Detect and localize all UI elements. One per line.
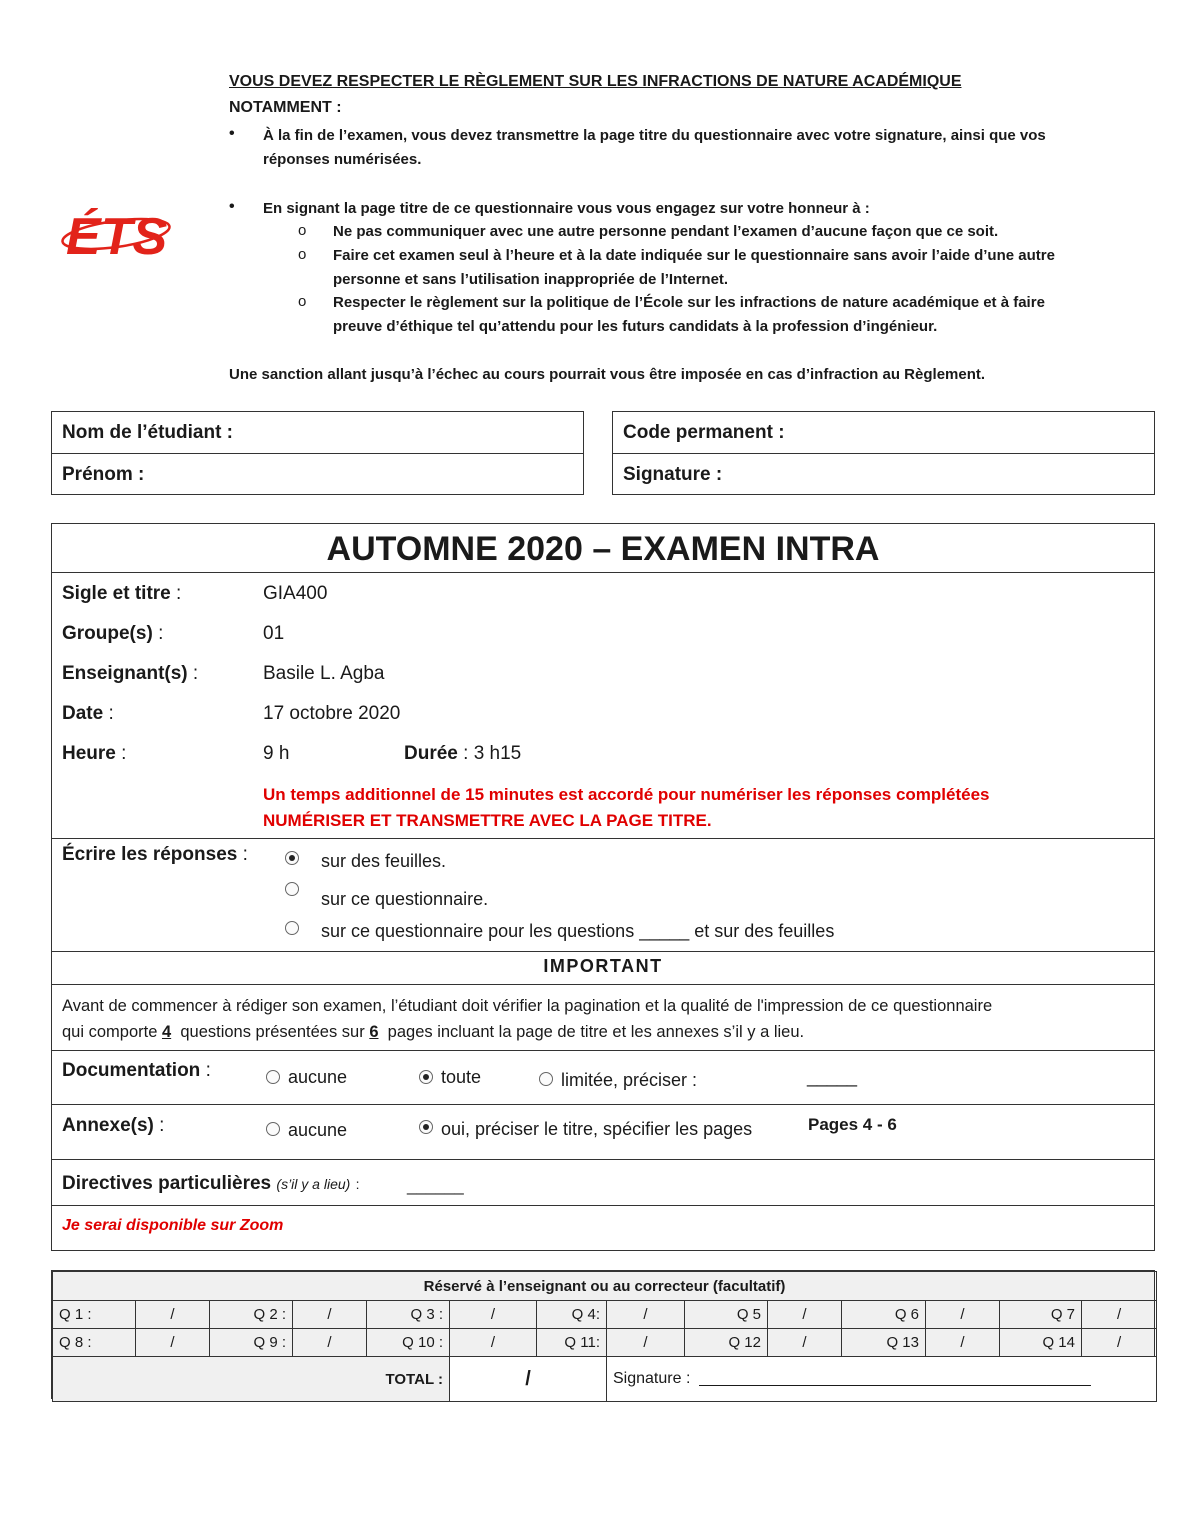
ets-logo	[60, 198, 178, 268]
student-firstname-field[interactable]: Prénom :	[52, 453, 583, 494]
q-label: Q 7	[1000, 1301, 1082, 1329]
rule-bullet-2: En signant la page titre de ce questionnaire vous vous engagez sur votre honneur à :	[263, 200, 870, 217]
q-score[interactable]: /	[293, 1301, 367, 1329]
heure-value: 9 h	[263, 743, 290, 764]
q-label: Q 5	[685, 1301, 768, 1329]
sigle-label: Sigle et titre :	[62, 583, 182, 604]
radio-annexe-oui[interactable]	[419, 1120, 433, 1134]
annexe-label: Annexe(s) :	[62, 1115, 165, 1136]
logo-text: ÉTS	[66, 208, 168, 266]
option-doc-limitee: limitée, préciser :	[561, 1070, 698, 1090]
q-score[interactable]: /	[1082, 1301, 1157, 1329]
date-value: 17 octobre 2020	[263, 703, 401, 724]
rule-sub-2: Faire cet examen seul à l’heure et à la date indiquée sur le questionnaire sans avoir l’aide d’une autre personne et sans l’utilisation inappropriée de l’Internet.	[333, 247, 1055, 288]
q-label: Q 13	[842, 1329, 926, 1357]
total-label: TOTAL :	[53, 1357, 450, 1402]
q-label: Q 12	[685, 1329, 768, 1357]
rule-sub-1: Ne pas communiquer avec une autre personne pendant l’examen d’aucune façon que ce soit.	[333, 223, 999, 240]
q-label: Q 9 :	[210, 1329, 293, 1357]
q-label: Q 3 :	[367, 1301, 450, 1329]
scan-notice: Un temps additionnel de 15 minutes est accordé pour numériser les réponses complétées NUMÉRISER ET TRANSMETTRE AVEC LA PAGE TITRE.	[263, 785, 990, 830]
permanent-code-field[interactable]: Code permanent :	[623, 422, 785, 443]
circle-bullet-icon: o	[298, 293, 307, 310]
radio-mixte[interactable]	[285, 921, 299, 935]
exam-title: AUTOMNE 2020 – EXAMEN INTRA	[326, 530, 880, 568]
directives-label: Directives particulières (s’il y a lieu) :	[62, 1173, 360, 1194]
option-mixte: sur ce questionnaire pour les questions _____ et sur des feuilles	[321, 921, 835, 941]
important-text: Avant de commencer à rédiger son examen, l’étudiant doit vérifier la pagination et la qualité de l'impression de ce questionnaire qui comporte 4 questions présentées sur 6 pages incluant la page de titre et les annexes s’il y a lieu.	[62, 997, 993, 1041]
documentation-label: Documentation :	[62, 1060, 211, 1081]
signature-field[interactable]: Signature :	[613, 453, 1154, 494]
grading-row-1	[53, 1301, 1157, 1329]
enseignant-value: Basile L. Agba	[263, 663, 385, 684]
option-sur-feuilles: sur des feuilles.	[321, 851, 447, 871]
option-sur-questionnaire: sur ce questionnaire.	[321, 889, 489, 909]
radio-sur-questionnaire[interactable]	[285, 882, 299, 896]
groupe-label: Groupe(s) :	[62, 623, 164, 644]
important-header: IMPORTANT	[543, 956, 663, 976]
bullet-icon: •	[229, 198, 235, 215]
student-code-box	[612, 411, 1155, 495]
student-name-field[interactable]: Nom de l’étudiant :	[62, 422, 233, 443]
bullet-icon: •	[229, 125, 235, 142]
q-score[interactable]: /	[293, 1329, 367, 1357]
grading-caption: Réservé à l’enseignant ou au correcteur (facultatif)	[53, 1272, 1157, 1301]
q-score[interactable]: /	[768, 1329, 842, 1357]
q-score[interactable]: /	[607, 1301, 685, 1329]
q-label: Q 2 :	[210, 1301, 293, 1329]
enseignant-label: Enseignant(s) :	[62, 663, 199, 684]
student-name-box	[51, 411, 584, 495]
q-label: Q 11:	[537, 1329, 607, 1357]
rule-bullet-1: À la fin de l’examen, vous devez transmettre la page titre du questionnaire avec votre signature, ainsi que vos réponses numérisées.	[263, 127, 1046, 168]
q-score[interactable]: /	[136, 1329, 210, 1357]
radio-annexe-aucune[interactable]	[266, 1122, 280, 1136]
radio-sur-feuilles[interactable]	[285, 851, 299, 865]
q-label: Q 4:	[537, 1301, 607, 1329]
sanction-text: Une sanction allant jusqu’à l’échec au cours pourrait vous être imposée en cas d’infraction au Règlement.	[229, 366, 986, 383]
total-score[interactable]: /	[450, 1357, 607, 1402]
rule-sub-3: Respecter le règlement sur la politique de l’École sur les infractions de nature académique et à faire preuve d’éthique tel qu’attendu pour les futurs candidats à la profession d’ingénieur.	[333, 294, 1045, 335]
groupe-value: 01	[263, 623, 285, 644]
option-doc-toute: toute	[441, 1067, 482, 1087]
q-score[interactable]: /	[768, 1301, 842, 1329]
doc-blank: _____	[807, 1067, 858, 1087]
radio-doc-toute[interactable]	[419, 1070, 433, 1084]
circle-bullet-icon: o	[298, 246, 307, 263]
option-annexe-aucune: aucune	[288, 1120, 348, 1140]
grading-table	[51, 1270, 1155, 1399]
corrector-signature[interactable]: Signature : ____________________________________________	[607, 1357, 1157, 1402]
q-label: Q 10 :	[367, 1329, 450, 1357]
q-label: Q 1 :	[53, 1301, 136, 1329]
radio-doc-aucune[interactable]	[266, 1070, 280, 1084]
q-score[interactable]: /	[607, 1329, 685, 1357]
q-label: Q 6	[842, 1301, 926, 1329]
option-annexe-oui: oui, préciser le titre, spécifier les pages	[441, 1119, 753, 1139]
rules-title: VOUS DEVEZ RESPECTER LE RÈGLEMENT SUR LES INFRACTIONS DE NATURE ACADÉMIQUE	[229, 73, 962, 90]
radio-doc-limitee[interactable]	[539, 1072, 553, 1086]
q-score[interactable]: /	[136, 1301, 210, 1329]
exam-info-table	[51, 523, 1155, 1251]
q-score[interactable]: /	[450, 1329, 537, 1357]
sigle-value: GIA400	[263, 583, 328, 604]
ecrire-label: Écrire les réponses :	[62, 844, 248, 865]
q-score[interactable]: /	[1082, 1329, 1157, 1357]
heure-label: Heure :	[62, 743, 127, 764]
q-label: Q 14	[1000, 1329, 1082, 1357]
directives-blank: ______	[407, 1176, 464, 1195]
grading-total-row	[53, 1357, 1157, 1402]
circle-bullet-icon: o	[298, 222, 307, 239]
date-label: Date :	[62, 703, 114, 724]
q-score[interactable]: /	[926, 1301, 1000, 1329]
duree: Durée : 3 h15	[404, 743, 522, 764]
grading-row-2	[53, 1329, 1157, 1357]
option-doc-aucune: aucune	[288, 1067, 348, 1087]
rules-subtitle: NOTAMMENT :	[229, 99, 342, 116]
q-label: Q 8 :	[53, 1329, 136, 1357]
q-score[interactable]: /	[450, 1301, 537, 1329]
q-score[interactable]: /	[926, 1329, 1000, 1357]
annexe-pages: Pages 4 - 6	[808, 1115, 897, 1134]
zoom-note: Je serai disponible sur Zoom	[62, 1217, 284, 1234]
